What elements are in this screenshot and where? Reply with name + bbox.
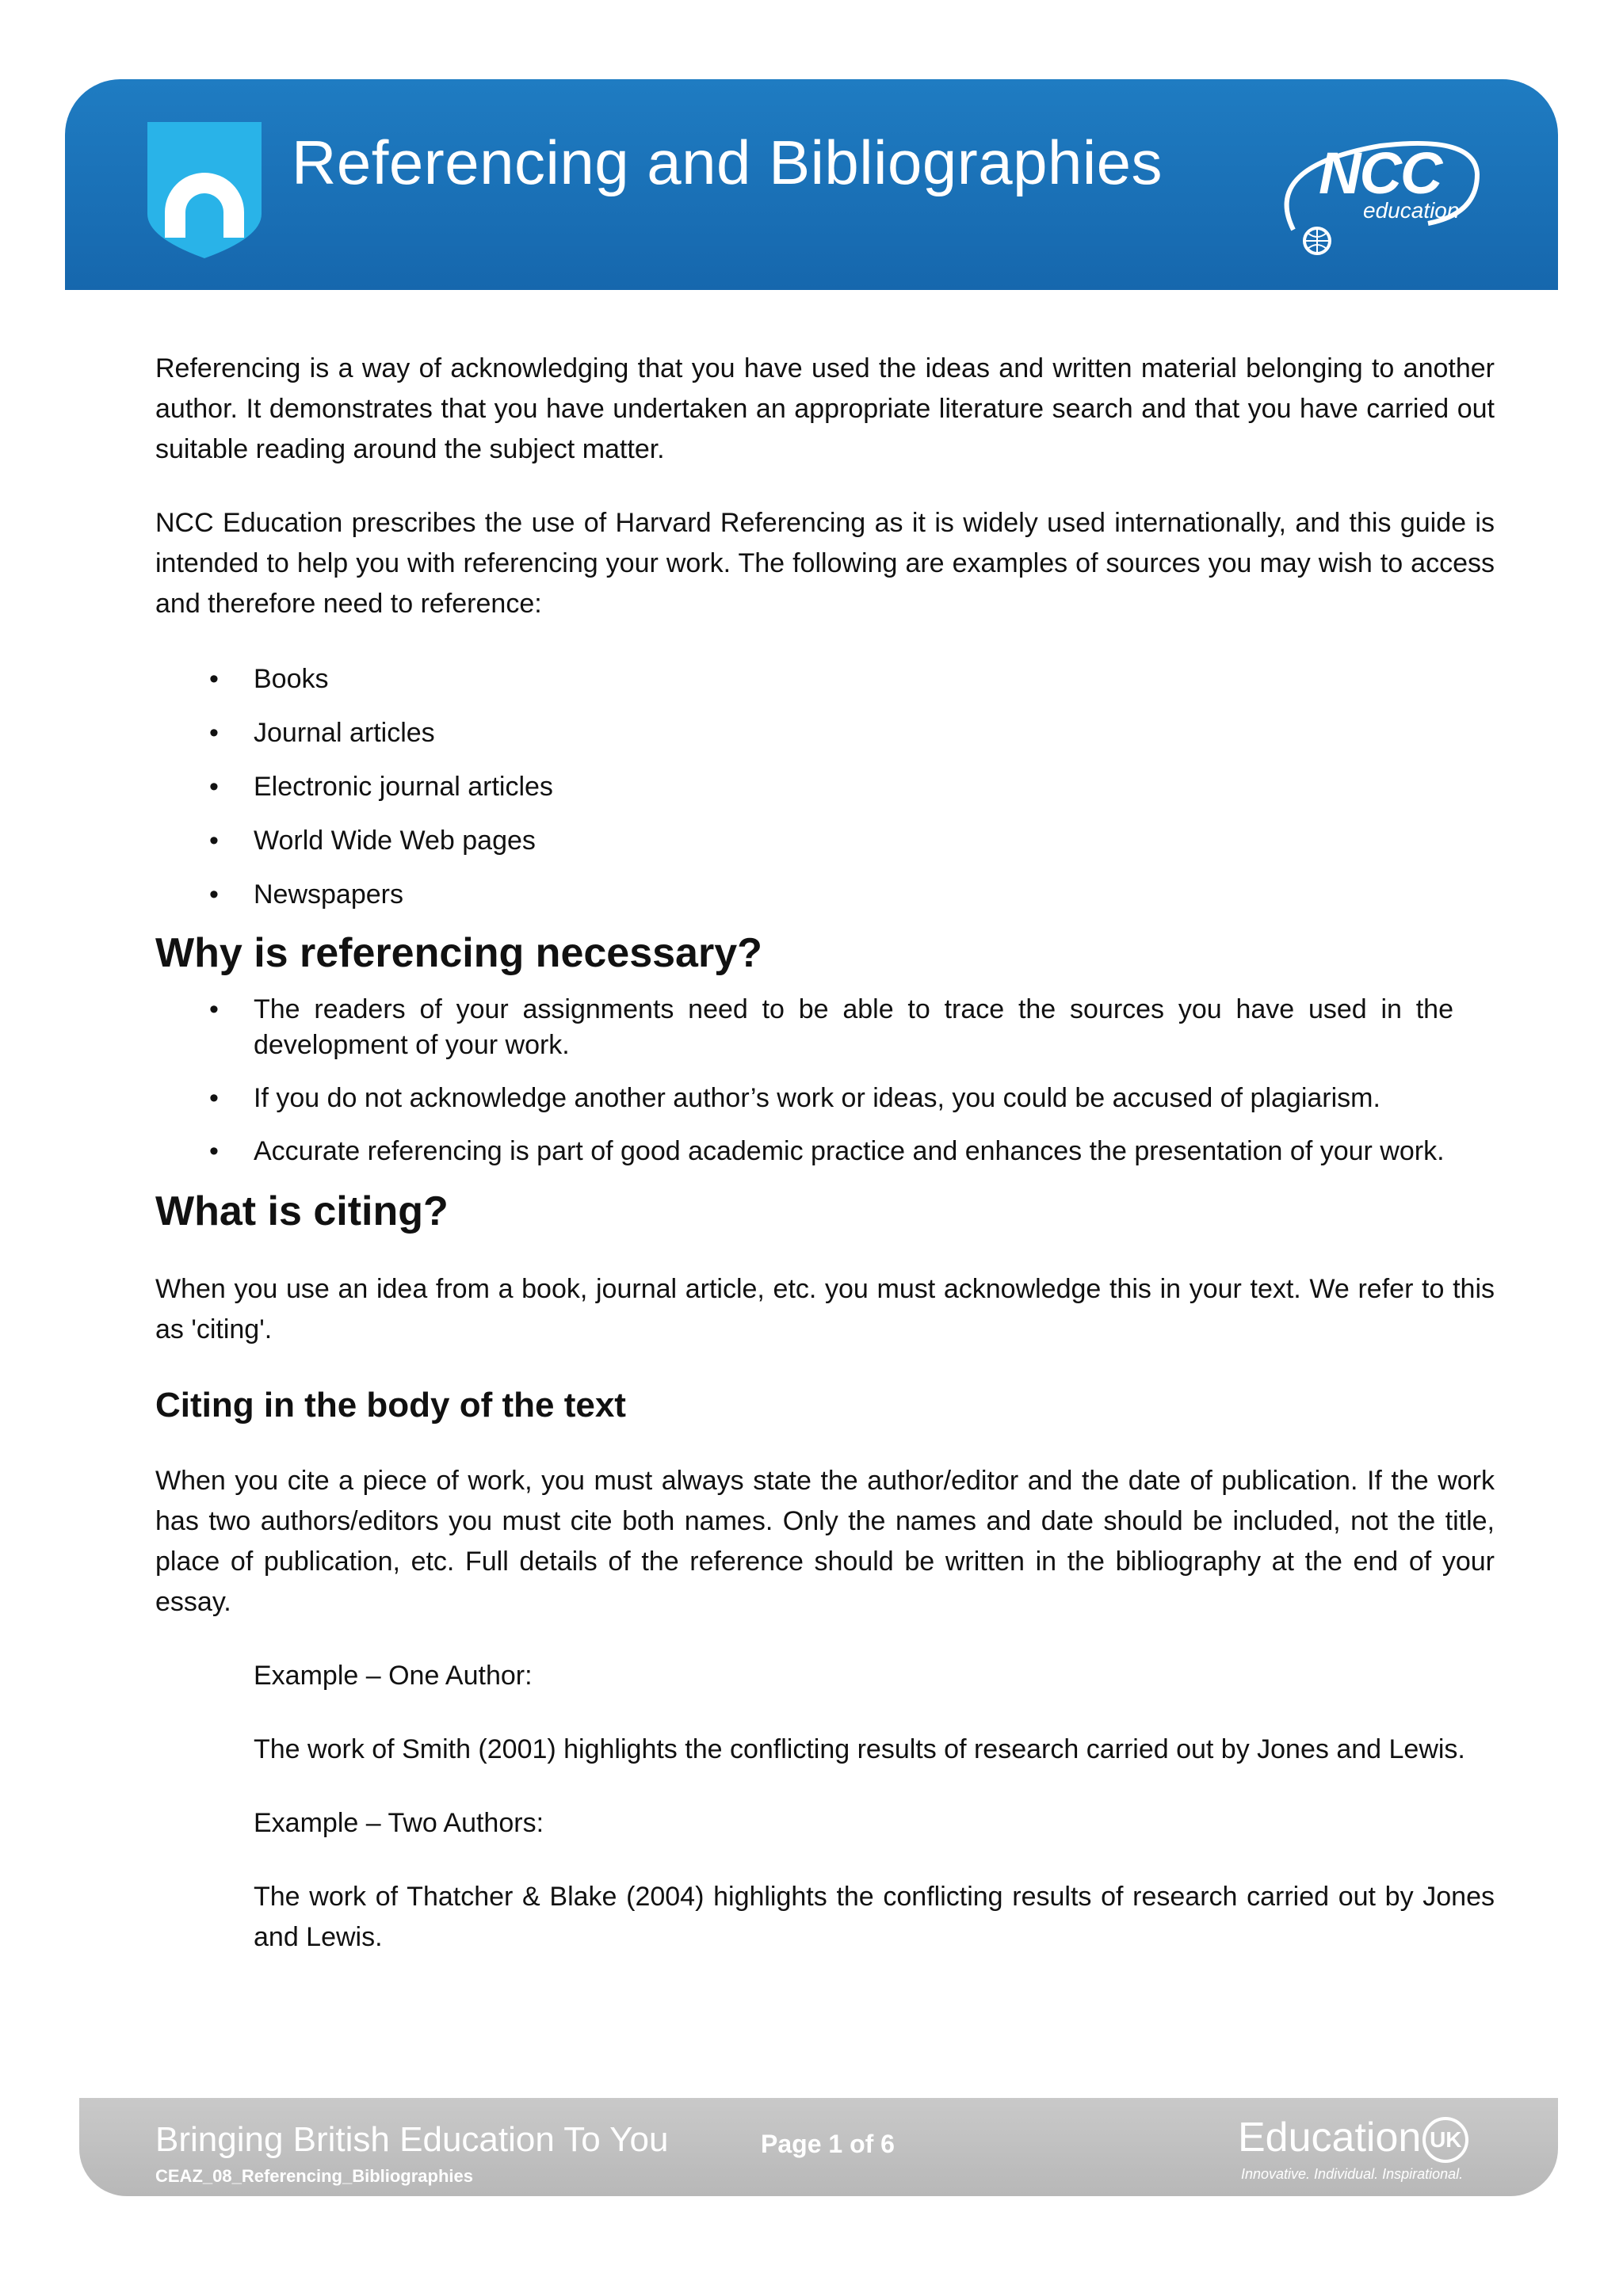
intro-paragraph-2: NCC Education prescribes the use of Harvard Referencing as it is widely used internationally, and this guide is intended to help you with referencing your work. The following are examples of sources you may wish to access and therefore need to reference: (155, 508, 1495, 619)
body-citing-paragraph: When you cite a piece of work, you must always state the author/editor and the date of publication. If the work has two authors/editors you must cite both names. Only the names and date should be included, not the title, place of publication, etc. Full details of the reference should be written in the bibliography at the end of your essay. (155, 1466, 1495, 1617)
logo-sub-text: education (1363, 198, 1460, 223)
bullet-icon: • (209, 1136, 219, 1166)
brand-tagline: Innovative. Individual. Inspirational. (1241, 2166, 1464, 2182)
bullet-icon: • (209, 1083, 219, 1113)
source-list (155, 659, 1495, 915)
why-list (155, 992, 1495, 1169)
list-item: • Newspapers (155, 875, 1495, 915)
example-two-authors-label: Example – Two Authors: (254, 1808, 544, 1838)
example-one-author-label: Example – One Author: (254, 1661, 533, 1691)
section-heading-citing: What is citing? (155, 1188, 449, 1234)
citing-paragraph: When you use an idea from a book, journal article, etc. you must acknowledge this in your text. We refer to this as 'citing'. (155, 1274, 1495, 1344)
bullet-icon: • (209, 664, 219, 694)
page-number: Page 1 of 6 (761, 2130, 895, 2158)
document-code: CEAZ_08_Referencing_Bibliographies (155, 2166, 474, 2186)
bullet-icon: • (209, 772, 219, 802)
list-item: • Electronic journal articles (155, 767, 1495, 807)
page-title: Referencing and Bibliographies (292, 128, 1163, 197)
section-heading-why: Why is referencing necessary? (155, 930, 762, 976)
page-footer (79, 2098, 1558, 2196)
shield-arch-icon (141, 119, 268, 261)
bullet-icon: • (209, 879, 219, 910)
uk-badge-icon: UK (1423, 2117, 1468, 2163)
example-two-authors-text: The work of Thatcher & Blake (2004) highlights the conflicting results of research carried out by Jones and Lewis. (254, 1882, 1495, 1952)
list-item: • Journal articles (155, 713, 1495, 753)
list-item: • World Wide Web pages (155, 821, 1495, 861)
ncc-education-logo (1270, 135, 1484, 261)
list-item: • Accurate referencing is part of good academic practice and enhances the presentation of your work. (155, 1134, 1495, 1169)
bullet-icon: • (209, 826, 219, 856)
example-one-author-text: The work of Smith (2001) highlights the conflicting results of research carried out by Jones and Lewis. (254, 1734, 1465, 1764)
list-item: • The readers of your assignments need to be able to trace the sources you have used in the development of your work. (155, 992, 1495, 1063)
list-item: • Books (155, 659, 1495, 700)
list-item: • If you do not acknowledge another author’s work or ideas, you could be accused of plagiarism. (155, 1081, 1495, 1116)
subsection-heading-body-citing: Citing in the body of the text (155, 1386, 626, 1425)
bullet-icon: • (209, 718, 219, 748)
brand-text: Education (1238, 2115, 1422, 2161)
header-banner (65, 79, 1558, 290)
footer-slogan: Bringing British Education To You (155, 2120, 669, 2159)
education-uk-logo (1238, 2114, 1468, 2163)
bullet-icon: • (209, 994, 219, 1024)
document-body (155, 349, 1495, 1958)
intro-paragraph-1: Referencing is a way of acknowledging that you have used the ideas and written material belonging to another author. It demonstrates that you have undertaken an appropriate literature search and that you have carried out suitable reading around the subject matter. (155, 353, 1495, 464)
logo-main-text: NCC (1319, 140, 1442, 206)
